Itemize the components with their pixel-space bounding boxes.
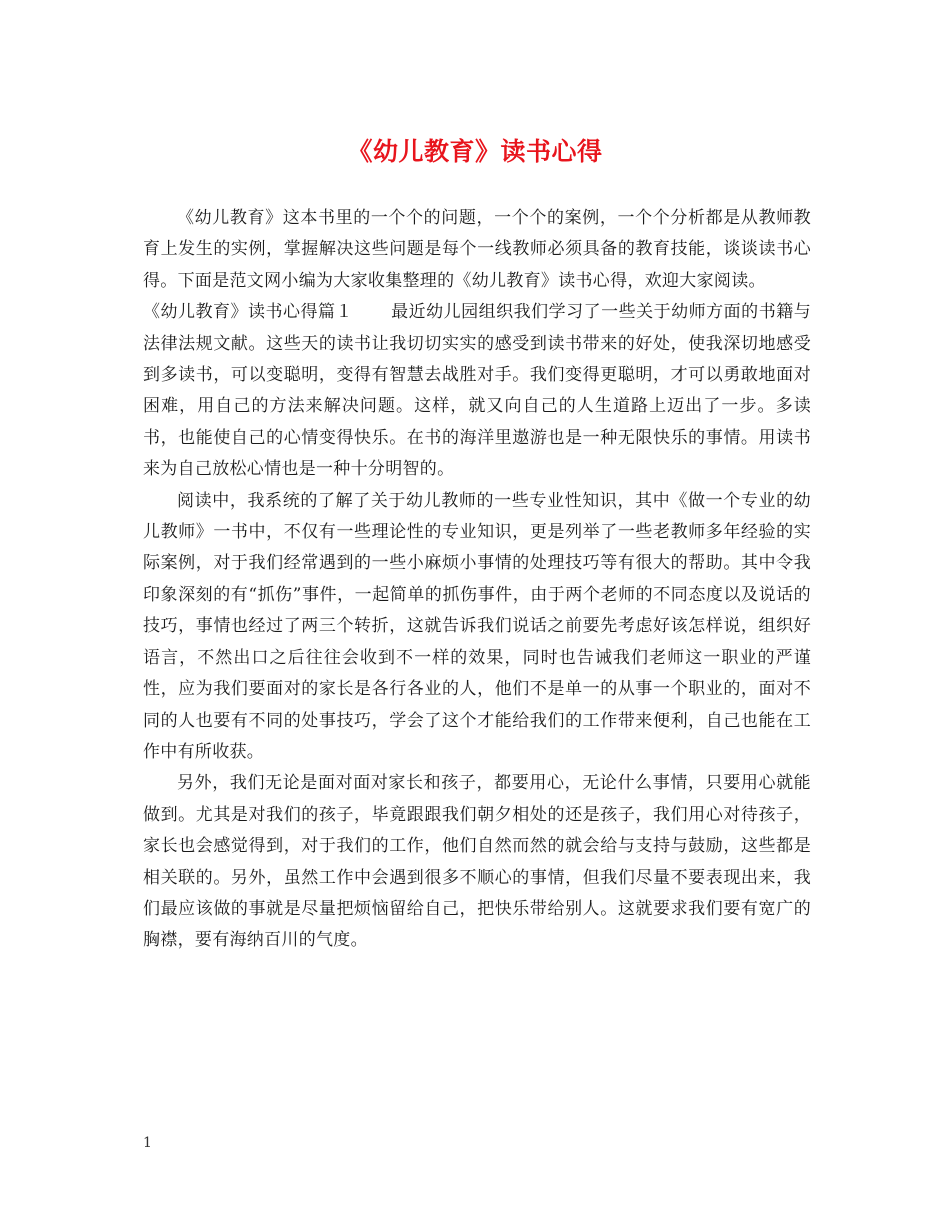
- intro-paragraph: 《幼儿教育》这本书里的一个个的问题，一个个的案例，一个个分析都是从教师教育上发生的实例，掌握解决这些问题是每个一线教师必须具备的教育技能，谈谈读书心得。下面是范文网小编为大家收集整理的《幼儿教育》读书心得，欢迎大家阅读。: [143, 208, 811, 291]
- section-paragraph-1: [143, 297, 811, 485]
- document-body: [143, 203, 811, 957]
- document-title: 《幼儿教育》读书心得: [347, 137, 603, 166]
- body-paragraph-2: 阅读中，我系统的了解了关于幼儿教师的一些专业性知识，其中《做一个专业的幼儿教师》一书中，不仅有一些理论性的专业知识，更是列举了一些老教师多年经验的实际案例，对于我们经常遇到的一些小麻烦小事情的处理技巧等有很大的帮助。其中令我印象深刻的有“抓伤”事件，一起简单的抓伤事件，由于两个老师的不同态度以及说话的技巧，事情也经过了两三个转折，这就告诉我们说话之前要先考虑好该怎样说，组织好语言，不然出口之后往往会收到不一样的效果，同时也告诫我们老师这一职业的严谨性，应为我们要面对的家长是各行各业的人，他们不是单一的从事一个职业的，面对不同的人也要有不同的处事技巧，学会了这个才能给我们的工作带来便利，自己也能在工作中有所收获。: [143, 490, 811, 762]
- section-text: 最近幼儿园组织我们学习了一些关于幼师方面的书籍与法律法规文献。这些天的读书让我切切实实的感受到读书带来的好处，使我深切地感受到多读书，可以变聪明，变得有智慧去战胜对手。我们变得更聪明，才可以勇敢地面对困难，用自己的方法来解决问题。这样，就又向自己的人生道路上迈出了一步。多读书，也能使自己的心情变得快乐。在书的海洋里遨游也是一种无限快乐的事情。用读书来为自己放松心情也是一种十分明智的。: [143, 302, 811, 480]
- page-number: 1: [143, 1135, 152, 1151]
- section-label: 《幼儿教育》读书心得篇１: [143, 302, 354, 323]
- body-paragraph-3: 另外，我们无论是面对面对家长和孩子，都要用心，无论什么事情，只要用心就能做到。尤其是对我们的孩子，毕竟跟跟我们朝夕相处的还是孩子，我们用心对待孩子，家长也会感觉得到，对于我们的工作，他们自然而然的就会给与支持与鼓励，这些都是相关联的。另外，虽然工作中会遇到很多不顺心的事情，但我们尽量不要表现出来，我们最应该做的事就是尽量把烦恼留给自己，把快乐带给别人。这就要求我们要有宽广的胸襟，要有海纳百川的气度。: [143, 773, 811, 951]
